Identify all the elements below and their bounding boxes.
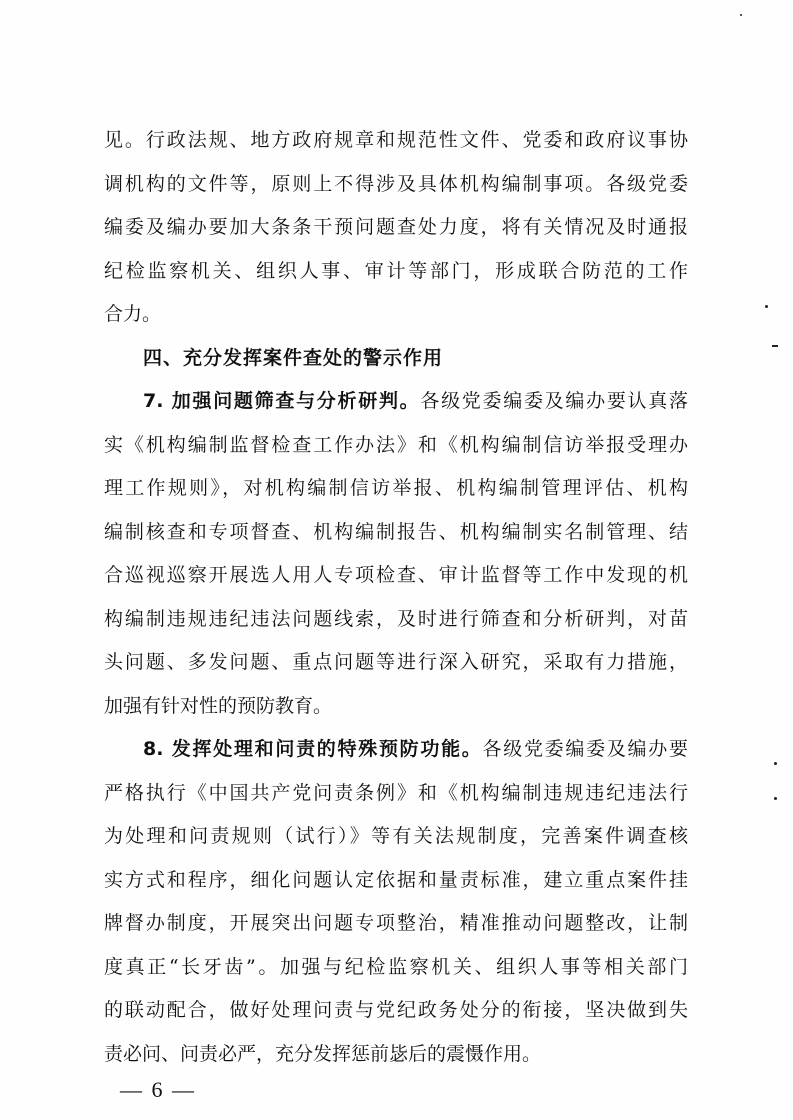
item-7-line: 编制核查和专项督查、机构编制报告、机构编制实名制管理、结 (104, 520, 688, 543)
item-8-line: 的联动配合，做好处理问责与党纪政务处分的衔接，坚决做到失 (104, 999, 688, 1022)
item-7-line: 加强有针对性的预防教育。 (104, 694, 333, 717)
paragraph-1-line: 编委及编办要加大条条干预问题查处力度，将有关情况及时通报 (104, 216, 688, 239)
item-8-line: 为处理和问责规则（试行）》等有关法规制度，完善案件调查核 (104, 825, 688, 848)
item-7-first-line (143, 387, 688, 415)
paragraph-1-line: 调机构的文件等，原则上不得涉及具体机构编制事项。各级党委 (104, 172, 688, 195)
scan-speck (774, 762, 777, 765)
paragraph-1-line: 见。行政法规、地方政府规章和规范性文件、党委和政府议事协 (104, 129, 688, 151)
page-number: — 6 — (120, 1077, 196, 1103)
paragraph-1-line: 合力。 (104, 303, 162, 326)
item-7-line: 理工作规则》，对机构编制信访举报、机构编制管理评估、机构 (104, 477, 688, 500)
item-7-title: 7. 加强问题筛查与分析研判。 (143, 390, 421, 413)
scan-speck (774, 797, 777, 800)
item-7-line: 构编制违规违纪违法问题线索，及时进行筛查和分析研判，对苗 (104, 607, 688, 630)
item-7-line: 头问题、多发问题、重点问题等进行深入研究，采取有力措施， (104, 651, 688, 674)
scan-speck (765, 305, 768, 308)
item-7-line: 实《机构编制监督检查工作办法》和《机构编制信访举报受理办 (104, 433, 688, 456)
item-7-line: 合巡视巡察开展选人用人专项检查、审计监督等工作中发现的机 (104, 564, 688, 587)
item-7-first-line-text: 各级党委编委及编办要认真落 (420, 390, 688, 413)
item-8-line: 牌督办制度，开展突出问题专项整治，精准推动问题整改，让制 (104, 912, 688, 935)
item-8-line: 实方式和程序，细化问题认定依据和量责标准，建立重点案件挂 (104, 868, 688, 891)
scan-speck (772, 345, 778, 347)
item-8-first-line-text: 各级党委编委及编办要 (482, 738, 688, 761)
item-8-line: 严格执行《中国共产党问责条例》和《机构编制违规违纪违法行 (104, 781, 688, 804)
item-8-title: 8. 发挥处理和问责的特殊预防功能。 (143, 738, 483, 761)
scan-speck (740, 14, 742, 16)
item-8-first-line (143, 735, 688, 763)
item-8-line: 责必问、问责必严，充分发挥惩前毖后的震慑作用。 (104, 1042, 542, 1065)
paragraph-1-line: 纪检监察机关、组织人事、审计等部门，形成联合防范的工作 (104, 259, 688, 282)
section-heading: 四、充分发挥案件查处的警示作用 (143, 346, 444, 369)
item-8-line: 度真正“长牙齿”。加强与纪检监察机关、组织人事等相关部门 (104, 955, 688, 978)
